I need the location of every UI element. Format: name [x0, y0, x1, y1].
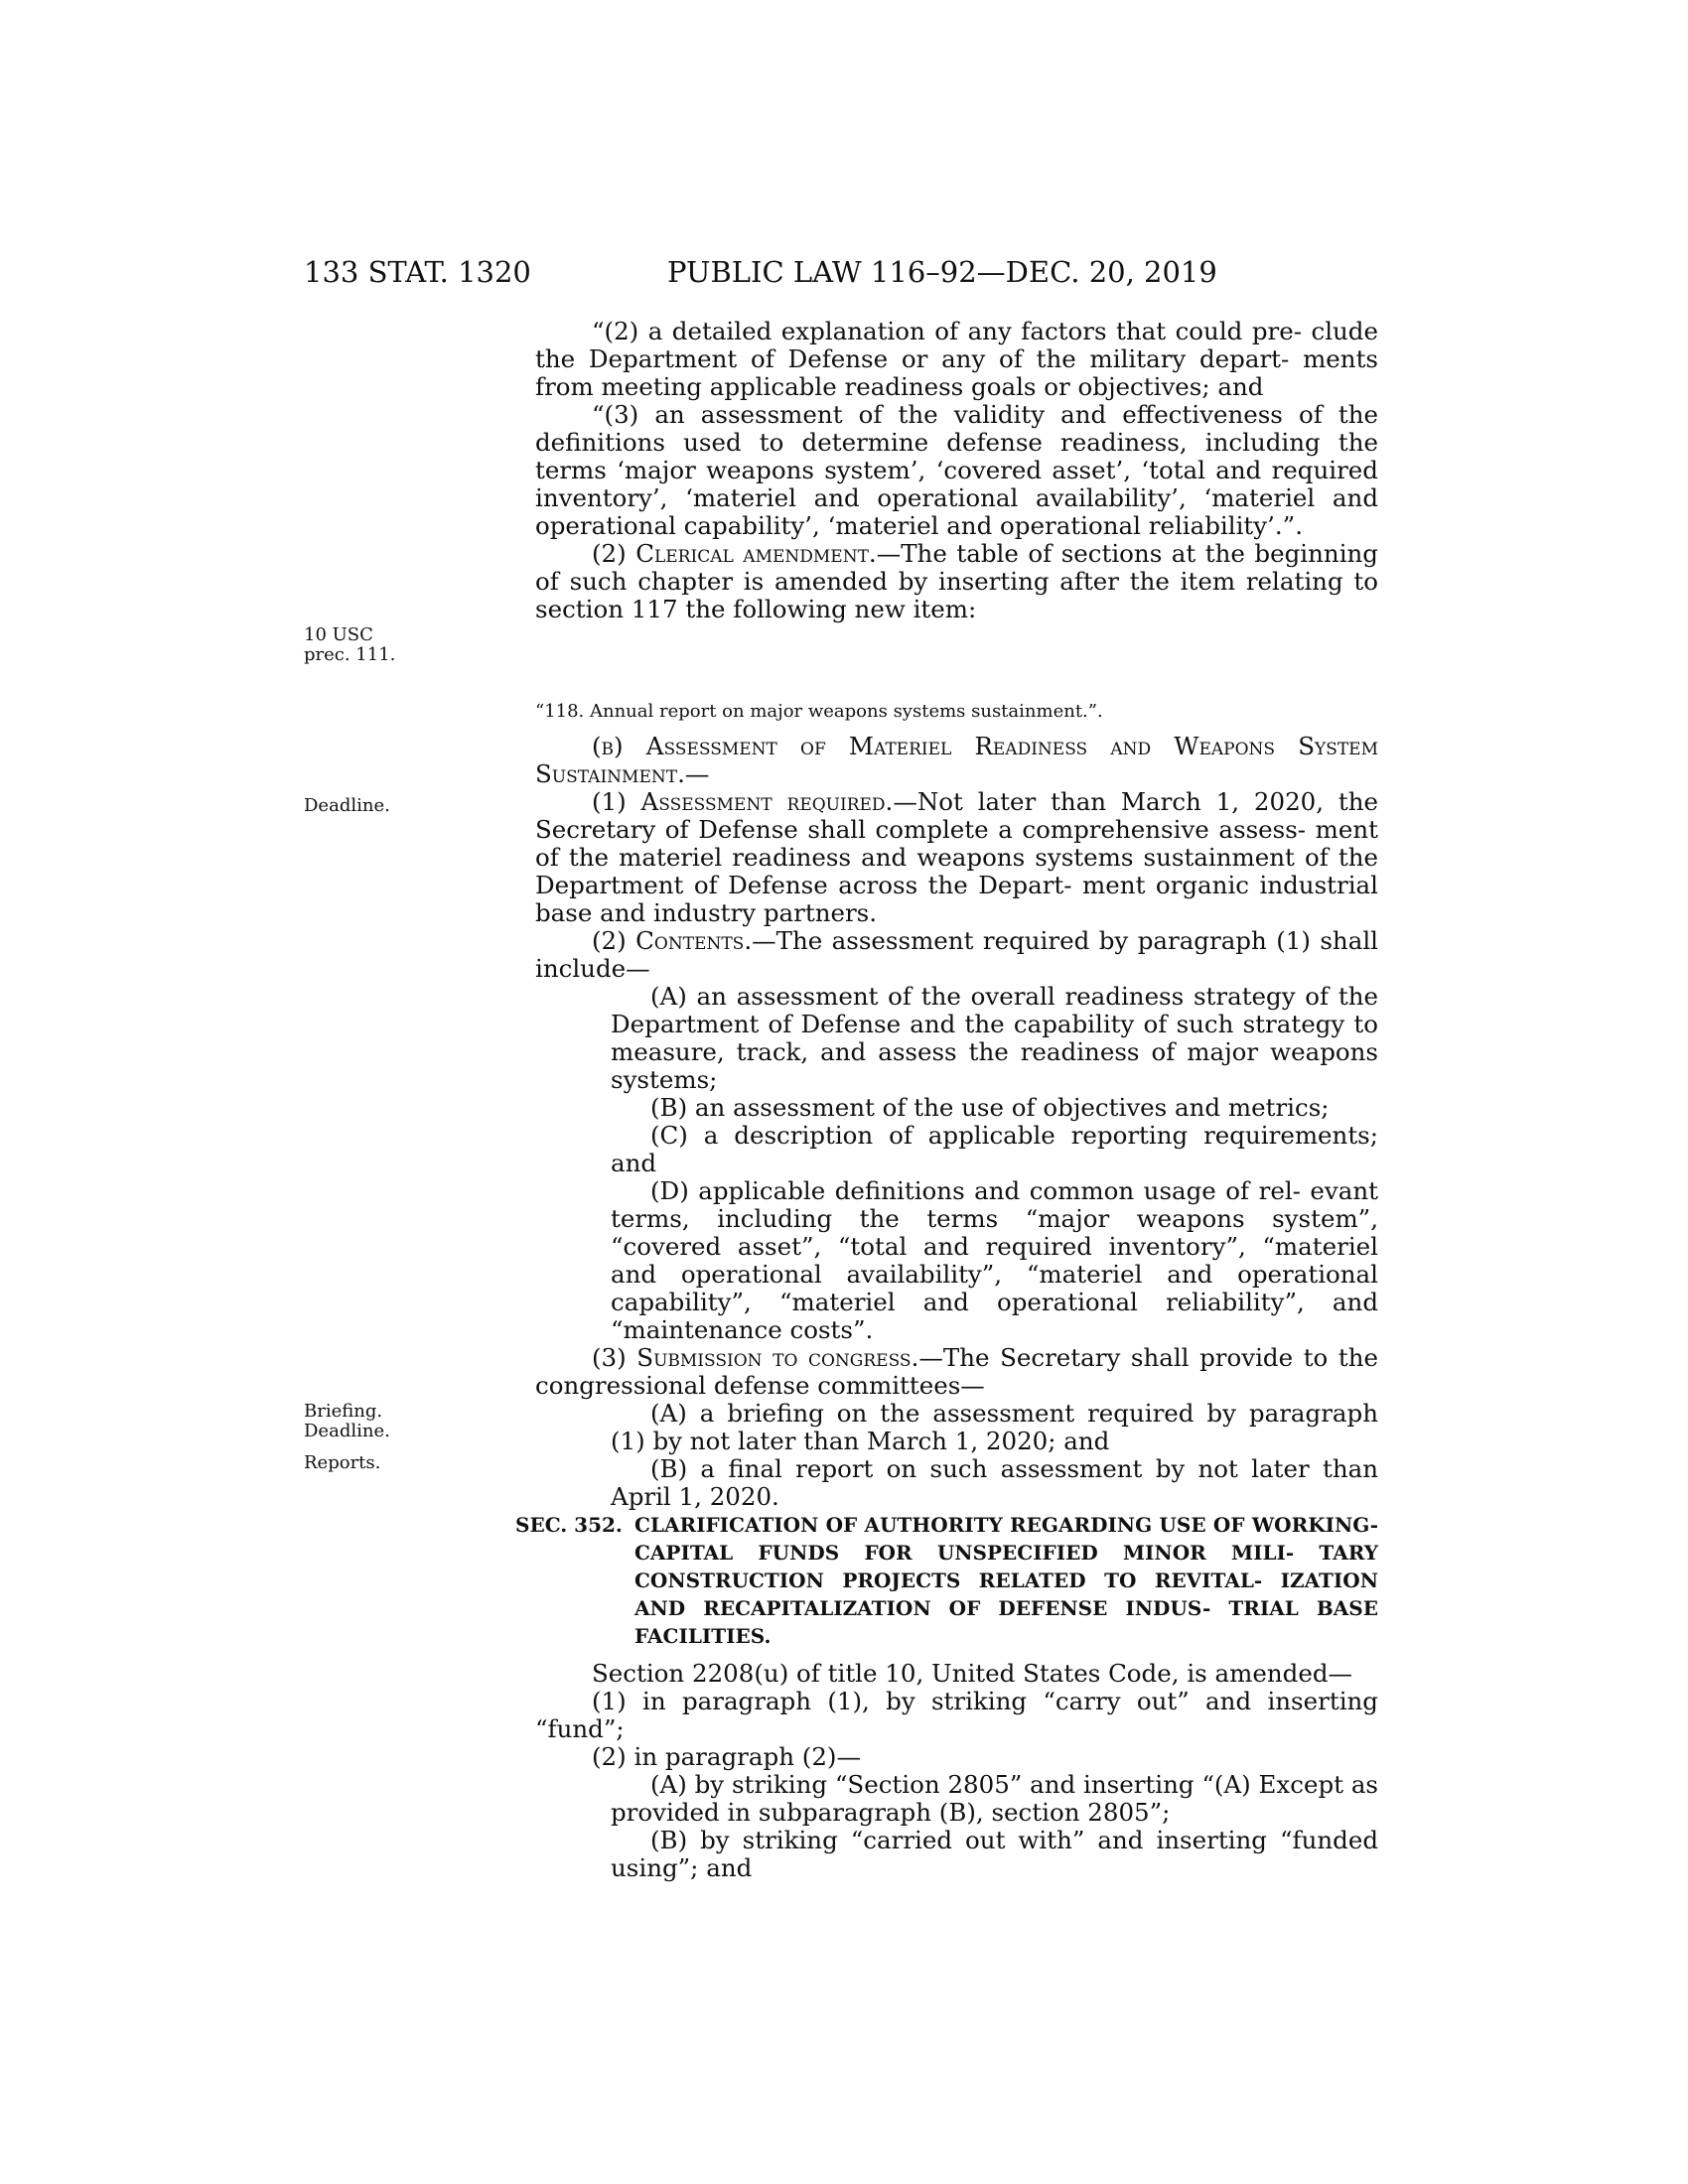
- section-352-item-2A: (A) by striking “Section 2805” and inserting “(A) Except as provided in subparagraph (B), section 2805”;: [611, 1770, 1378, 1827]
- margin-note-usc-line1: 10 USC: [304, 624, 373, 645]
- section-number: SEC. 352.: [515, 1513, 623, 1537]
- section-352-item-2: (2) in paragraph (2)—: [592, 1742, 861, 1771]
- subsection-b-heading: (b) Assessment of Materiel Readiness and Weapons System Sustainment.—: [535, 732, 1378, 788]
- margin-note-briefing: Briefing.: [304, 1401, 383, 1422]
- b2-B: (B) an assessment of the use of objectives and metrics;: [650, 1093, 1330, 1122]
- section-title: CLARIFICATION OF AUTHORITY REGARDING USE OF WORKING-CAPITAL FUNDS FOR UNSPECIFIED MINOR MILI- TARY CONSTRUCTION PROJECTS RELATED TO REVITAL- IZATION AND RECAPITALIZATION OF DEFENSE INDUS- TRIAL BASE FACILITIES.: [634, 1513, 1378, 1648]
- b3-A: (A) a briefing on the assessment required by paragraph (1) by not later than March 1, 2020; and: [611, 1399, 1378, 1455]
- running-header: [304, 254, 1378, 290]
- b3-submission: [535, 1344, 1378, 1400]
- b2-A: (A) an assessment of the overall readiness strategy of the Department of Defense and the capability of such strategy to measure, track, and assess the readiness of major weapons systems;: [611, 982, 1378, 1094]
- table-item-block: [535, 701, 1378, 723]
- b2-C: (C) a description of applicable reporting requirements; and: [611, 1121, 1378, 1177]
- b2-label: (2) Contents.: [592, 926, 753, 955]
- clerical-amendment: [535, 540, 1378, 623]
- b3-B: (B) a final report on such assessment by not later than April 1, 2020.: [611, 1454, 1378, 1511]
- body-block-1: [535, 318, 1378, 623]
- section-352-item-2B: (B) by striking “carried out with” and inserting “funded using”; and: [611, 1826, 1378, 1882]
- paragraph-2: “(2) a detailed explanation of any factors that could pre- clude the Department of Defense or any of the military depart- ments from meeting applicable readiness goals or objectives; and: [535, 317, 1378, 401]
- body-block-3: [535, 1660, 1378, 1882]
- margin-note-deadline-2: Deadline.: [304, 1421, 390, 1441]
- b1-assessment-required: [535, 788, 1378, 927]
- b1-text: —Not later than March 1, 2020, the Secretary of Defense shall complete a comprehensive assess- ment of the materiel readiness and weapons systems sustainment of the Department of Defense across the Depart- ment organic industrial base and industry partners.: [535, 787, 1379, 927]
- section-352-heading: [515, 1511, 1378, 1650]
- b2-D: (D) applicable definitions and common usage of rel- evant terms, including the terms “major weapons system”, “covered asset”, “total and required inventory”, “materiel and operational availability”, “materiel and operational capability”, “materiel and operational reliability”, and “maintenance costs”.: [611, 1176, 1378, 1344]
- clerical-amendment-label: (2) Clerical amendment.: [592, 539, 877, 568]
- b2-contents: [535, 927, 1378, 983]
- table-item: “118. Annual report on major weapons systems sustainment.”.: [535, 701, 1103, 722]
- section-352-item-1: (1) in paragraph (1), by striking “carry out” and inserting “fund”;: [535, 1687, 1378, 1743]
- margin-note-deadline: Deadline.: [304, 795, 390, 816]
- b3-label: (3) Submission to congress.: [592, 1343, 919, 1372]
- body-block-2: [535, 733, 1378, 1511]
- margin-note-reports: Reports.: [304, 1452, 381, 1473]
- b1-label: (1) Assessment required.: [592, 787, 894, 816]
- clerical-amendment-text: —The table of sections at the beginning of such chapter is amended by inserting after the item relating to section 117 the following new item:: [535, 539, 1378, 623]
- b3-text: —The Secretary shall provide to the congressional defense committees—: [535, 1343, 1378, 1400]
- page-title: PUBLIC LAW 116–92—DEC. 20, 2019: [667, 255, 1217, 289]
- margin-note-usc-line2: prec. 111.: [304, 644, 396, 665]
- margin-note-usc: [304, 625, 423, 665]
- b2-text: —The assessment required by paragraph (1) shall include—: [535, 926, 1378, 983]
- section-352-intro: Section 2208(u) of title 10, United States Code, is amended—: [592, 1659, 1352, 1688]
- stat-citation: 133 STAT. 1320: [304, 255, 531, 289]
- paragraph-3: “(3) an assessment of the validity and effectiveness of the definitions used to determine defense readiness, including the terms ‘major weapons system’, ‘covered asset’, ‘total and required inventory’, ‘materiel and operational availability’, ‘materiel and operational capability’, ‘materiel and operational reliability’.”.: [535, 400, 1378, 540]
